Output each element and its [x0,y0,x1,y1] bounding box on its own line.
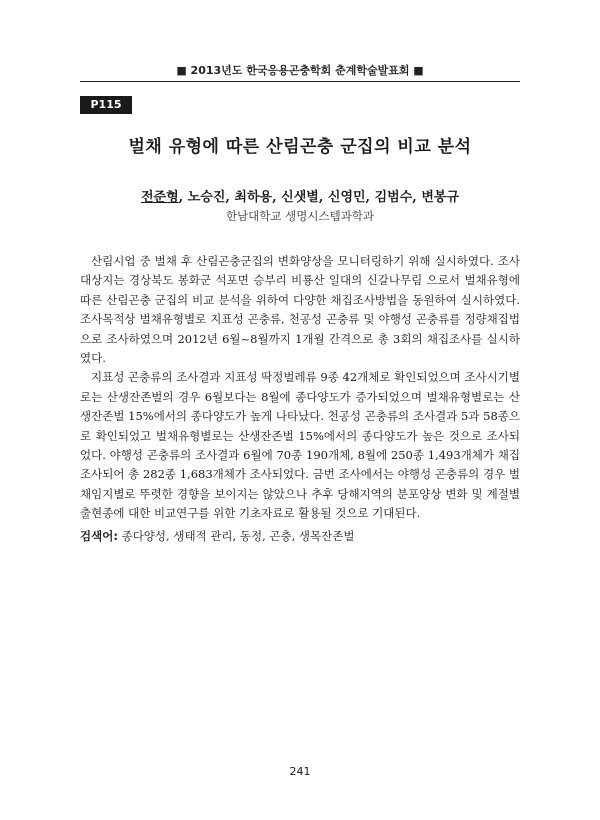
page-number: 241 [289,765,311,778]
keywords-label: 검색어: [80,529,118,543]
affiliation: 한남대학교 생명시스템과학과 [225,209,375,223]
poster-id-badge: P115 [80,96,132,114]
keywords [80,527,520,545]
conference-header: ■ 2013년도 한국응용곤충학회 춘계학술발표회 ■ [176,64,424,77]
abstract-paragraph-1: 산림시업 중 벌채 후 산림곤충군집의 변화양상을 모니터링하기 위해 실시하였다. 조사대상지는 경상북도 봉화군 석포면 승부리 비룡산 일대의 신갈나무림 으로서 벌채유형에 따른 산림곤충 군집의 비교 분석을 위하여 다양한 채집조사방법을 동원하여 실시하였다. 조사목적상 벌채유형별로 지표성 곤충류, 천공성 곤충류 및 야행성 곤충류를 정량채집법으로 조사하였으며 2012년 6월~8월까지 1개월 간격으로 총 3회의 채집조사를 실시하였다. [80,254,520,366]
author-list [0,186,600,205]
header-divider [80,81,520,82]
abstract-paragraph-2: 지표성 곤충류의 조사결과 지표성 딱정벌레류 9종 42개체로 확인되었으며 조사시기별로는 산생잔존벌의 경우 6월보다는 8월에 종다양도가 증가되었으며 벌채유형별로는 산생잔존벌 15%에서의 종다양도가 높게 나타났다. 천공성 곤충류의 조사결과 5과 58종으로 확인되었고 벌채유형별로는 산생잔존벌 15%에서의 종다양도가 높은 것으로 조사되었다. 야행성 곤충류의 조사결과 6월에 70종 190개체, 8월에 250종 1,493개체가 채집조사되어 총 282종 1,683개체가 조사되었다. 금번 조사에서는 야행성 곤충류의 경우 벌채임지별로 뚜렷한 경향을 보이지는 않았으나 추후 당해지역의 분포양상 변화 및 계절별 출현종에 대한 비교연구를 위한 기초자료로 활용될 것으로 기대된다. [80,370,520,521]
paper-title: 벌채 유형에 따른 산림곤충 군집의 비교 분석 [128,137,472,157]
keywords-text: 종다양성, 생태적 관리, 동정, 곤충, 생목잔존벌 [117,529,355,543]
abstract-body [80,252,520,524]
presenting-author: 전준형 [140,190,179,205]
co-authors: , 노승진, 최하용, 신샛별, 신영민, 김범수, 변봉규 [178,190,460,205]
